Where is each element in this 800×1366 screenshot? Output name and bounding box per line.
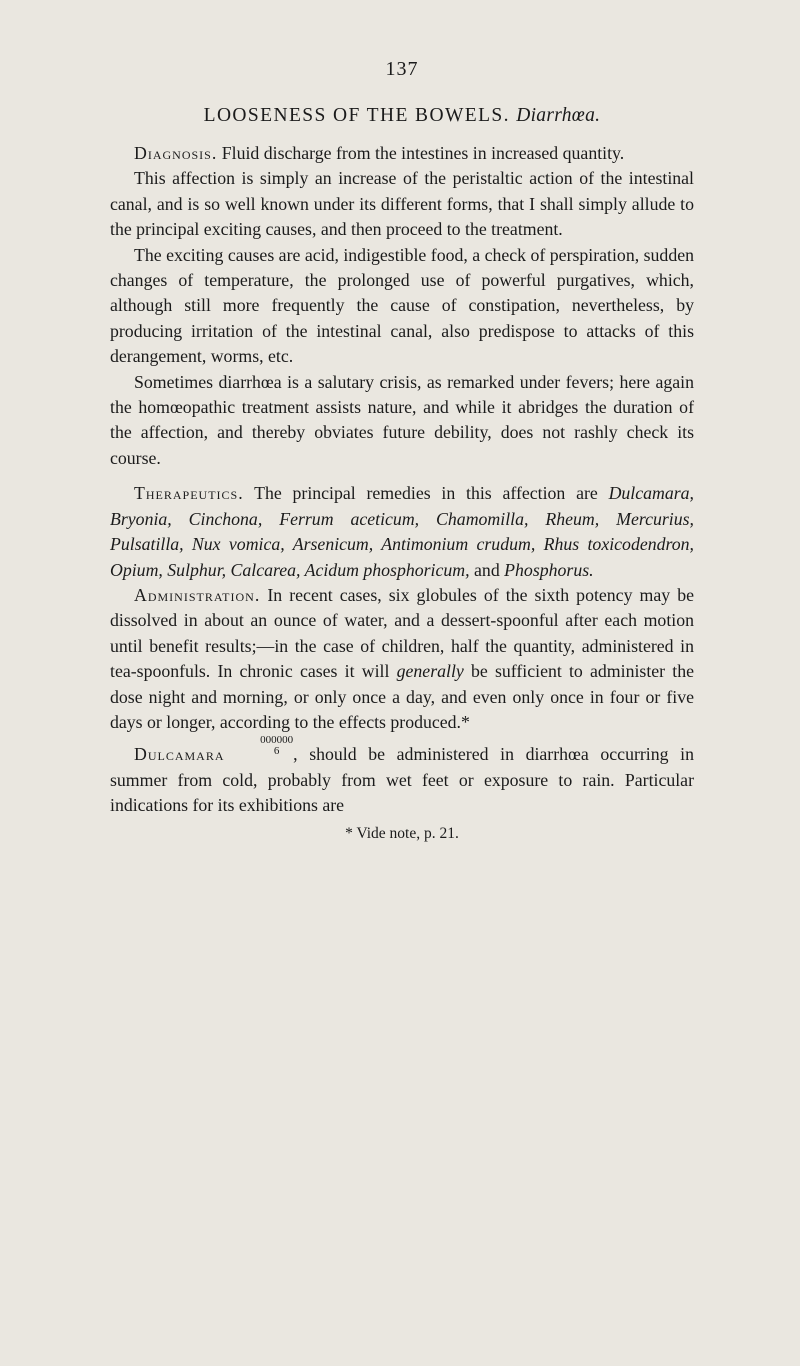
page-number: 137 [385,58,419,80]
potency-numerator: 000000 [260,734,294,747]
potency-fraction [236,735,293,757]
therapeutics-paragraph [110,481,694,583]
dulcamara-text: , should be administered in diarrhœa occurring in summer from cold, probably from wet feet or exposure to rain. Particular indications for its exhibitions are [110,744,694,816]
diagnosis-heading: Diagnosis. [134,143,218,163]
chapter-title [110,105,694,127]
remedy-last: Phosphorus. [504,559,594,580]
remedy-list-and: and [474,559,500,580]
diagnosis-paragraph [110,141,694,166]
paragraph-peristaltic: This affection is simply an increase of the peristaltic action of the intestinal canal, and is so well known under its different forms, that I shall simply allude to the principal exciting causes, and then proceed to the treatment. [110,168,694,240]
administration-text-a: In recent cases, six globules of the sixth potency may be dissolved in about an ounce of water, and a dessert-spoonful after each motion until benefit results;—in the case of children, half the quantity, administered in tea-spoonfuls. In chronic cases it will [110,584,694,682]
chapter-title-latin: Diarrhœa. [516,105,601,126]
administration-text-b: be sufficient to administer the dose night and morning, or only once a day, and even only once in four or five days or longer, according to the effects produced.* [110,661,694,732]
section-gap [110,471,694,481]
administration-emphasis: generally [396,661,464,682]
paragraph-salutary-crisis: Sometimes diarrhœa is a salutary crisis, as remarked under fevers; here again the homœopathic treatment assists nature, and while it abridges the duration of the affection, and thereby obviates future debility, does not rashly check its course. [110,371,694,468]
diagnosis-text: Fluid discharge from the intestines in increased quantity. [221,143,625,163]
paragraph-exciting-causes: The exciting causes are acid, indigestible food, a check of perspiration, sudden changes of temperature, the prolonged use of powerful purgatives, which, although still more frequently the cause of constipation, nevertheless, by producing irritation of the intestinal canal, also predispose to attacks of this derangement, worms, etc. [110,244,694,367]
footnote: * Vide note, p. 21. [345,824,459,842]
therapeutics-intro: The principal remedies in this affection are [254,483,598,504]
administration-heading: Administration. [134,584,261,605]
therapeutics-heading: Therapeutics. [134,483,244,504]
dulcamara-paragraph [110,735,694,818]
chapter-title-text: LOOSENESS OF THE BOWELS. [203,105,510,126]
administration-paragraph [110,583,694,735]
remedy-list: Dulcamara, Bryonia, Cinchona, Ferrum aceticum, Chamomilla, Rheum, Mercurius, Pulsatilla, Nux vomica, Arsenicum, Antimonium crudum, Rhus toxicodendron, Opium, Sulphur, Calcarea, Acidum phosphoricum, [110,483,695,580]
potency-denominator: 6 [273,745,280,758]
dulcamara-heading: Dulcamara [134,744,225,765]
